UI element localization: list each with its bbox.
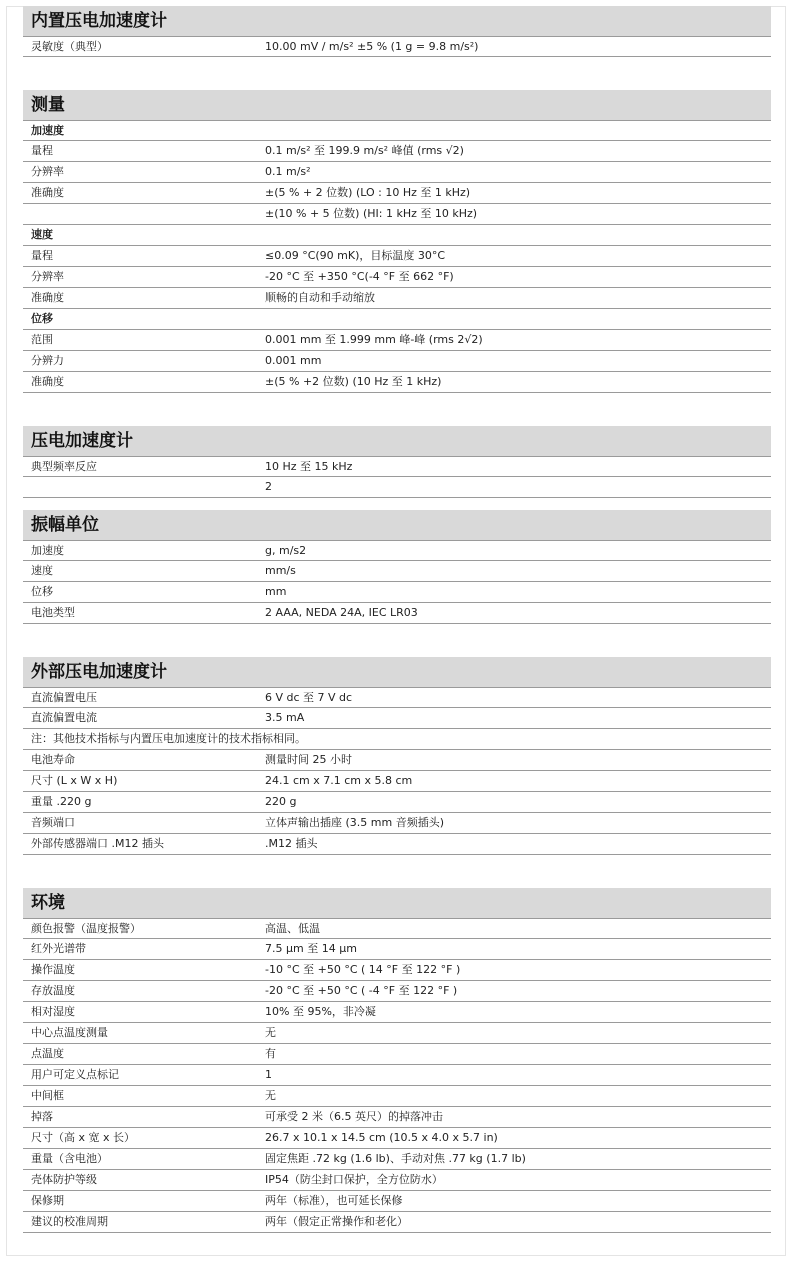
spec-row — [23, 183, 771, 204]
spec-row — [23, 792, 771, 813]
spec-row — [23, 603, 771, 624]
spec-row — [23, 267, 771, 288]
spec-value: 0.1 m/s² — [265, 165, 311, 178]
spec-label: 重量 .220 g — [31, 795, 92, 808]
spec-label: 电池类型 — [31, 606, 75, 619]
spec-label: 尺寸 (L x W x H) — [31, 774, 118, 787]
spec-label: 建议的校准周期 — [31, 1215, 108, 1228]
spec-label: 加速度 — [31, 544, 64, 557]
spec-row — [23, 834, 771, 855]
spec-label: 掉落 — [31, 1110, 53, 1123]
note-text: 注：其他技术指标与内置压电加速度计的技术指标相同。 — [31, 732, 306, 745]
spec-label: 外部传感器端口 .M12 插头 — [31, 837, 164, 850]
spec-row — [23, 1128, 771, 1149]
spec-value: 测量时间 25 小时 — [265, 753, 352, 766]
spec-label: 操作温度 — [31, 963, 75, 976]
spec-row — [23, 330, 771, 351]
spec-label: 量程 — [31, 144, 53, 157]
spec-value: 0.1 m/s² 至 199.9 m/s² 峰值 (rms √2) — [265, 144, 464, 157]
spec-label: 音频端口 — [31, 816, 75, 829]
spec-label: 壳体防护等级 — [31, 1173, 97, 1186]
spec-value: 6 V dc 至 7 V dc — [265, 691, 353, 704]
spec-row — [23, 708, 771, 729]
spec-value: ±(5 % + 2 位数) (LO : 10 Hz 至 1 kHz) — [265, 186, 471, 199]
spec-row — [23, 687, 771, 708]
section-internal — [23, 6, 771, 57]
spec-row — [23, 36, 771, 57]
section-measurement — [23, 90, 771, 393]
spec-row — [23, 582, 771, 603]
spec-value: IP54（防尘封口保护，全方位防水） — [265, 1173, 443, 1186]
spec-value: 0.001 mm — [265, 354, 322, 367]
spec-value: 两年（标准），也可延长保修 — [265, 1194, 403, 1207]
spec-label: 颜色报警（温度报警） — [31, 922, 141, 935]
subsection-label: 位移 — [31, 312, 53, 325]
subsection-label: 速度 — [31, 228, 53, 241]
spec-value: 220 g — [265, 795, 297, 808]
spec-label: 红外光谱带 — [31, 942, 86, 955]
spec-value: 固定焦距 .72 kg (1.6 lb)、手动对焦 .77 kg (1.7 lb) — [265, 1152, 526, 1165]
spec-value: mm/s — [265, 564, 296, 577]
spec-value: ±(5 % +2 位数) (10 Hz 至 1 kHz) — [265, 375, 442, 388]
section-title: 外部压电加速度计 — [23, 657, 771, 687]
subsection-header — [23, 225, 771, 246]
spec-value: -10 °C 至 +50 °C ( 14 °F 至 122 °F ) — [265, 963, 461, 976]
spec-row — [23, 288, 771, 309]
spec-row — [23, 771, 771, 792]
spec-label: 量程 — [31, 249, 53, 262]
spec-label: 位移 — [31, 585, 53, 598]
spec-label: 准确度 — [31, 291, 64, 304]
spec-row — [23, 1044, 771, 1065]
subsection-header — [23, 120, 771, 141]
spec-row — [23, 918, 771, 939]
note-row — [23, 729, 771, 750]
spec-row — [23, 939, 771, 960]
spec-value: 0.001 mm 至 1.999 mm 峰-峰 (rms 2√2) — [265, 333, 483, 346]
spec-row — [23, 141, 771, 162]
spec-label: 相对湿度 — [31, 1005, 75, 1018]
spec-row — [23, 456, 771, 477]
spec-row — [23, 813, 771, 834]
spec-label: 速度 — [31, 564, 53, 577]
spec-value: 两年（假定正常操作和老化） — [265, 1215, 408, 1228]
spec-label: 范围 — [31, 333, 53, 346]
spec-value: 1 — [265, 1068, 272, 1081]
spec-value: 26.7 x 10.1 x 14.5 cm (10.5 x 4.0 x 5.7 in) — [265, 1131, 498, 1144]
spec-row — [23, 1191, 771, 1212]
spec-label: 重量（含电池） — [31, 1152, 108, 1165]
spec-value: -20 °C 至 +350 °C(-4 °F 至 662 °F) — [265, 270, 454, 283]
spec-label: 准确度 — [31, 375, 64, 388]
spec-value: 24.1 cm x 7.1 cm x 5.8 cm — [265, 774, 413, 787]
spec-row — [23, 162, 771, 183]
spec-value: 有 — [265, 1047, 276, 1060]
spec-value: 顺畅的自动和手动缩放 — [265, 291, 375, 304]
section-environment — [23, 888, 771, 1233]
spec-row — [23, 477, 771, 498]
spec-label: 中间框 — [31, 1089, 64, 1102]
spec-value: ±(10 % + 5 位数) (HI: 1 kHz 至 10 kHz) — [265, 207, 478, 220]
spec-row — [23, 1023, 771, 1044]
spec-label: 分辨力 — [31, 354, 64, 367]
spec-value: 立体声输出插座 (3.5 mm 音频插头) — [265, 816, 444, 829]
spec-value: 高温、低温 — [265, 922, 320, 935]
spec-row — [23, 1065, 771, 1086]
spec-value: mm — [265, 585, 287, 598]
section-title: 测量 — [23, 90, 771, 120]
spec-label: 中心点温度测量 — [31, 1026, 108, 1039]
spec-row — [23, 960, 771, 981]
spec-label: 存放温度 — [31, 984, 75, 997]
spec-label: 直流偏置电压 — [31, 691, 97, 704]
section-units — [23, 510, 771, 624]
spec-value: 10% 至 95%，非冷凝 — [265, 1005, 376, 1018]
section-title: 内置压电加速度计 — [23, 6, 771, 36]
spec-value: -20 °C 至 +50 °C ( -4 °F 至 122 °F ) — [265, 984, 458, 997]
spec-label: 电池寿命 — [31, 753, 75, 766]
spec-value: .M12 插头 — [265, 837, 318, 850]
spec-row — [23, 1149, 771, 1170]
spec-label: 分辨率 — [31, 270, 64, 283]
spec-row — [23, 1107, 771, 1128]
spec-row — [23, 750, 771, 771]
spec-row — [23, 540, 771, 561]
spec-value: 3.5 mA — [265, 711, 305, 724]
spec-value: 2 AAA, NEDA 24A, IEC LR03 — [265, 606, 418, 619]
spec-row — [23, 372, 771, 393]
spec-row — [23, 204, 771, 225]
section-external — [23, 657, 771, 855]
spec-label: 分辨率 — [31, 165, 64, 178]
spec-row — [23, 1170, 771, 1191]
spec-label: 保修期 — [31, 1194, 64, 1207]
spec-label: 典型频率反应 — [31, 460, 97, 473]
spec-label: 用户可定义点标记 — [31, 1068, 119, 1081]
spec-value: 可承受 2 米（6.5 英尺）的掉落冲击 — [265, 1110, 443, 1123]
spec-value: 2 — [265, 480, 272, 493]
spec-label: 灵敏度（典型） — [31, 40, 108, 53]
spec-row — [23, 246, 771, 267]
spec-row — [23, 1086, 771, 1107]
spec-row — [23, 1002, 771, 1023]
spec-label: 准确度 — [31, 186, 64, 199]
spec-value: ≤0.09 °C(90 mK)，目标温度 30°C — [265, 249, 446, 262]
spec-value: 无 — [265, 1089, 276, 1102]
spec-row — [23, 1212, 771, 1233]
spec-value: g, m/s2 — [265, 544, 307, 557]
section-title: 环境 — [23, 888, 771, 918]
section-title: 压电加速度计 — [23, 426, 771, 456]
section-piezo — [23, 426, 771, 498]
spec-label: 点温度 — [31, 1047, 64, 1060]
spec-value: 10 Hz 至 15 kHz — [265, 460, 353, 473]
spec-label: 直流偏置电流 — [31, 711, 97, 724]
spec-label: 尺寸（高 x 宽 x 长） — [31, 1131, 136, 1144]
subsection-label: 加速度 — [31, 124, 64, 137]
section-title: 振幅单位 — [23, 510, 771, 540]
subsection-header — [23, 309, 771, 330]
spec-value: 10.00 mV / m/s² ±5 % (1 g = 9.8 m/s²) — [265, 40, 479, 53]
spec-row — [23, 981, 771, 1002]
spec-row — [23, 561, 771, 582]
spec-row — [23, 351, 771, 372]
spec-value: 7.5 μm 至 14 μm — [265, 942, 357, 955]
spec-value: 无 — [265, 1026, 276, 1039]
